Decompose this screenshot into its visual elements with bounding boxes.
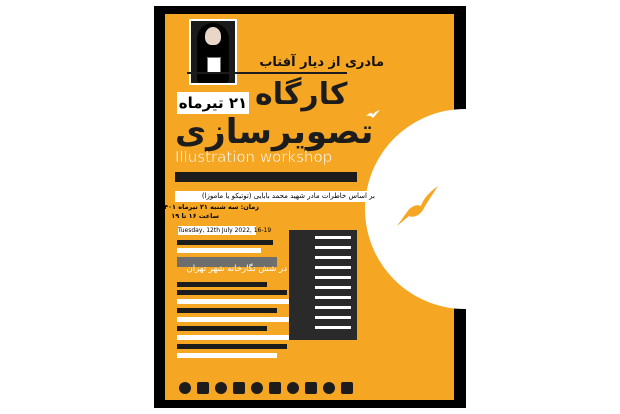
names-strip: [315, 266, 351, 269]
sponsor-logo: [341, 382, 353, 394]
info-strip: [177, 317, 307, 322]
names-strip: [315, 326, 351, 329]
names-strip: [315, 316, 351, 319]
info-strip: [177, 353, 277, 358]
subtitle-strip: بر اساس خاطرات مادر شهید محمد بابایی (توتیکو یا ماموزا): [175, 191, 375, 202]
info-strip: [177, 335, 303, 340]
names-strip: [315, 246, 351, 249]
swallow-bird-icon: [397, 186, 439, 226]
info-strip: [177, 248, 261, 253]
sponsor-logo: [197, 382, 209, 394]
divider-bar: [175, 172, 357, 182]
venue-text: در شش نگارخانه شهر تهران: [186, 264, 287, 274]
info-strip: [177, 299, 297, 304]
title-workshop: کارگاه: [255, 77, 348, 112]
poster: [160, 14, 454, 400]
sponsor-logo: [305, 382, 317, 394]
sponsor-logo: [215, 382, 227, 394]
sponsor-logo: [233, 382, 245, 394]
face-shape: [205, 27, 221, 45]
tagline: مادری از دیار آفتاب: [259, 55, 384, 70]
info-strip: [177, 240, 273, 245]
names-strip: [315, 276, 351, 279]
info-strip: [177, 282, 267, 287]
sponsor-logo: [287, 382, 299, 394]
date-badge: ۲۱ تیرماه: [178, 94, 248, 112]
title-illustration: تصویرسازی: [175, 112, 374, 152]
mother-portrait: [189, 19, 237, 85]
names-strip: [315, 286, 351, 289]
info-strip: [177, 326, 267, 331]
sponsor-logo: [251, 382, 263, 394]
names-strip: [315, 306, 351, 309]
info-strip: [177, 344, 287, 349]
time-line-2: ساعت ۱۶ تا ۱۹: [171, 212, 219, 220]
held-photo: [207, 57, 221, 73]
time-line-1: زمان: سه شنبه ۲۱ تیرماه ۱۴۰۱: [160, 203, 259, 211]
names-strip: [315, 236, 351, 239]
info-strip: [177, 308, 277, 313]
names-strip: [315, 296, 351, 299]
title-underline: [187, 72, 347, 74]
title-english: Illustration workshop: [175, 148, 333, 166]
moon-circle: [365, 109, 565, 309]
info-strip: [177, 290, 287, 295]
sponsor-logo: [269, 382, 281, 394]
sponsor-logo: [323, 382, 335, 394]
names-strip: [315, 256, 351, 259]
english-date: Tuesday, 12th July 2022, 16-19: [178, 227, 272, 234]
sponsor-logo: [179, 382, 191, 394]
